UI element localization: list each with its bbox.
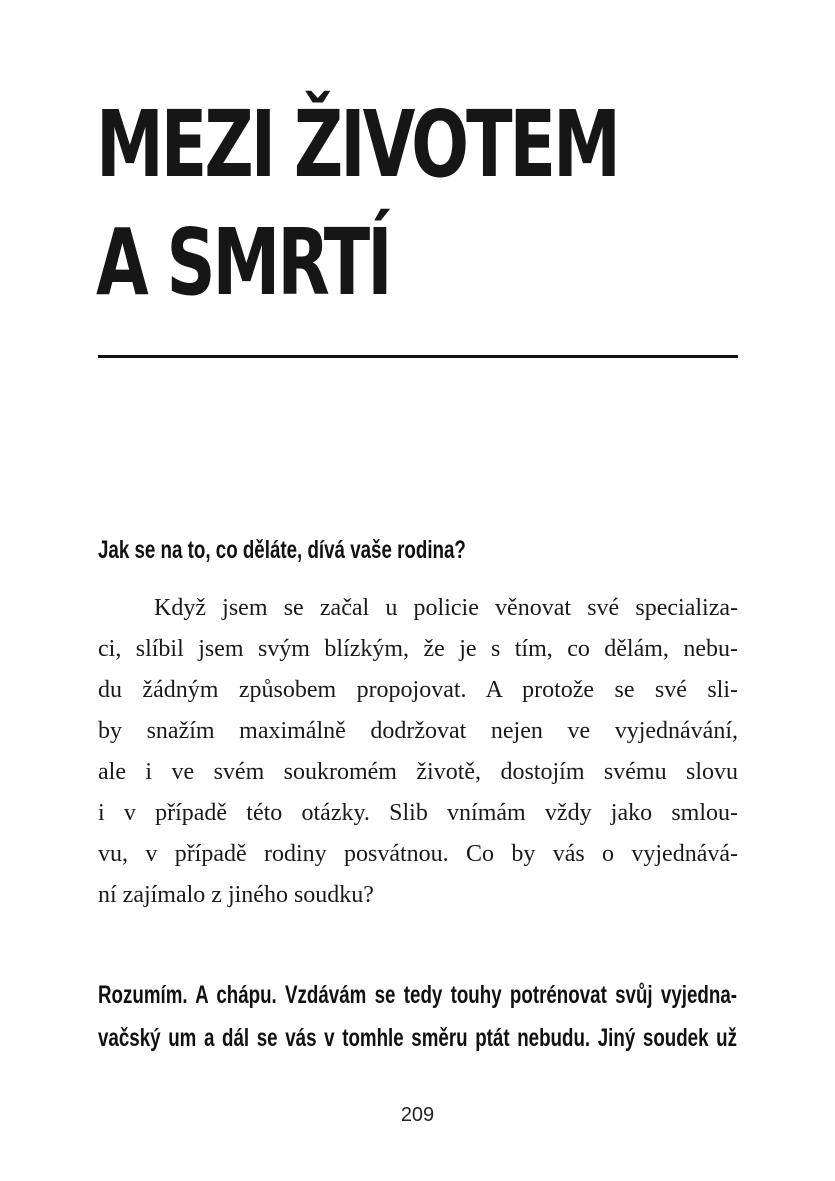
interview-question: Jak se na to, co děláte, dívá vaše rodina? [98,536,466,564]
answer-line: ci, slíbil jsem svým blízkým, že je s tím, co dělám, nebu- [98,636,738,662]
title-divider [98,355,738,358]
interview-question-2 [98,974,737,1060]
answer-line: vu, v případě rodiny posvátnou. Co by vás o vyjednává- [98,841,738,867]
answer-line: Když jsem se začal u policie věnovat své specializa- [154,595,738,621]
page-number: 209 [400,1104,435,1126]
interview-answer [98,588,738,916]
question2-line: Rozumím. A chápu. Vzdávám se tedy touhy potrénovat svůj vyjedna- [98,981,737,1009]
answer-line: by snažím maximálně dodržovat nejen ve vyjednávání, [98,718,738,744]
chapter-title-line-2: A SMRTÍ [96,209,390,316]
answer-line: ní zajímalo z jiného soudku? [98,882,374,908]
answer-line: ale i ve svém soukromém životě, dostojím svému slovu [98,759,738,785]
answer-line: du žádným způsobem propojovat. A protože se své sli- [98,677,738,703]
answer-line: i v případě této otázky. Slib vnímám vždy jako smlou- [98,800,738,826]
question2-line: vačský um a dál se vás v tomhle směru ptát nebudu. Jiný soudek už [98,1024,737,1052]
chapter-title-line-1: MEZI ŽIVOTEM [96,91,618,198]
chapter-title [96,86,618,322]
